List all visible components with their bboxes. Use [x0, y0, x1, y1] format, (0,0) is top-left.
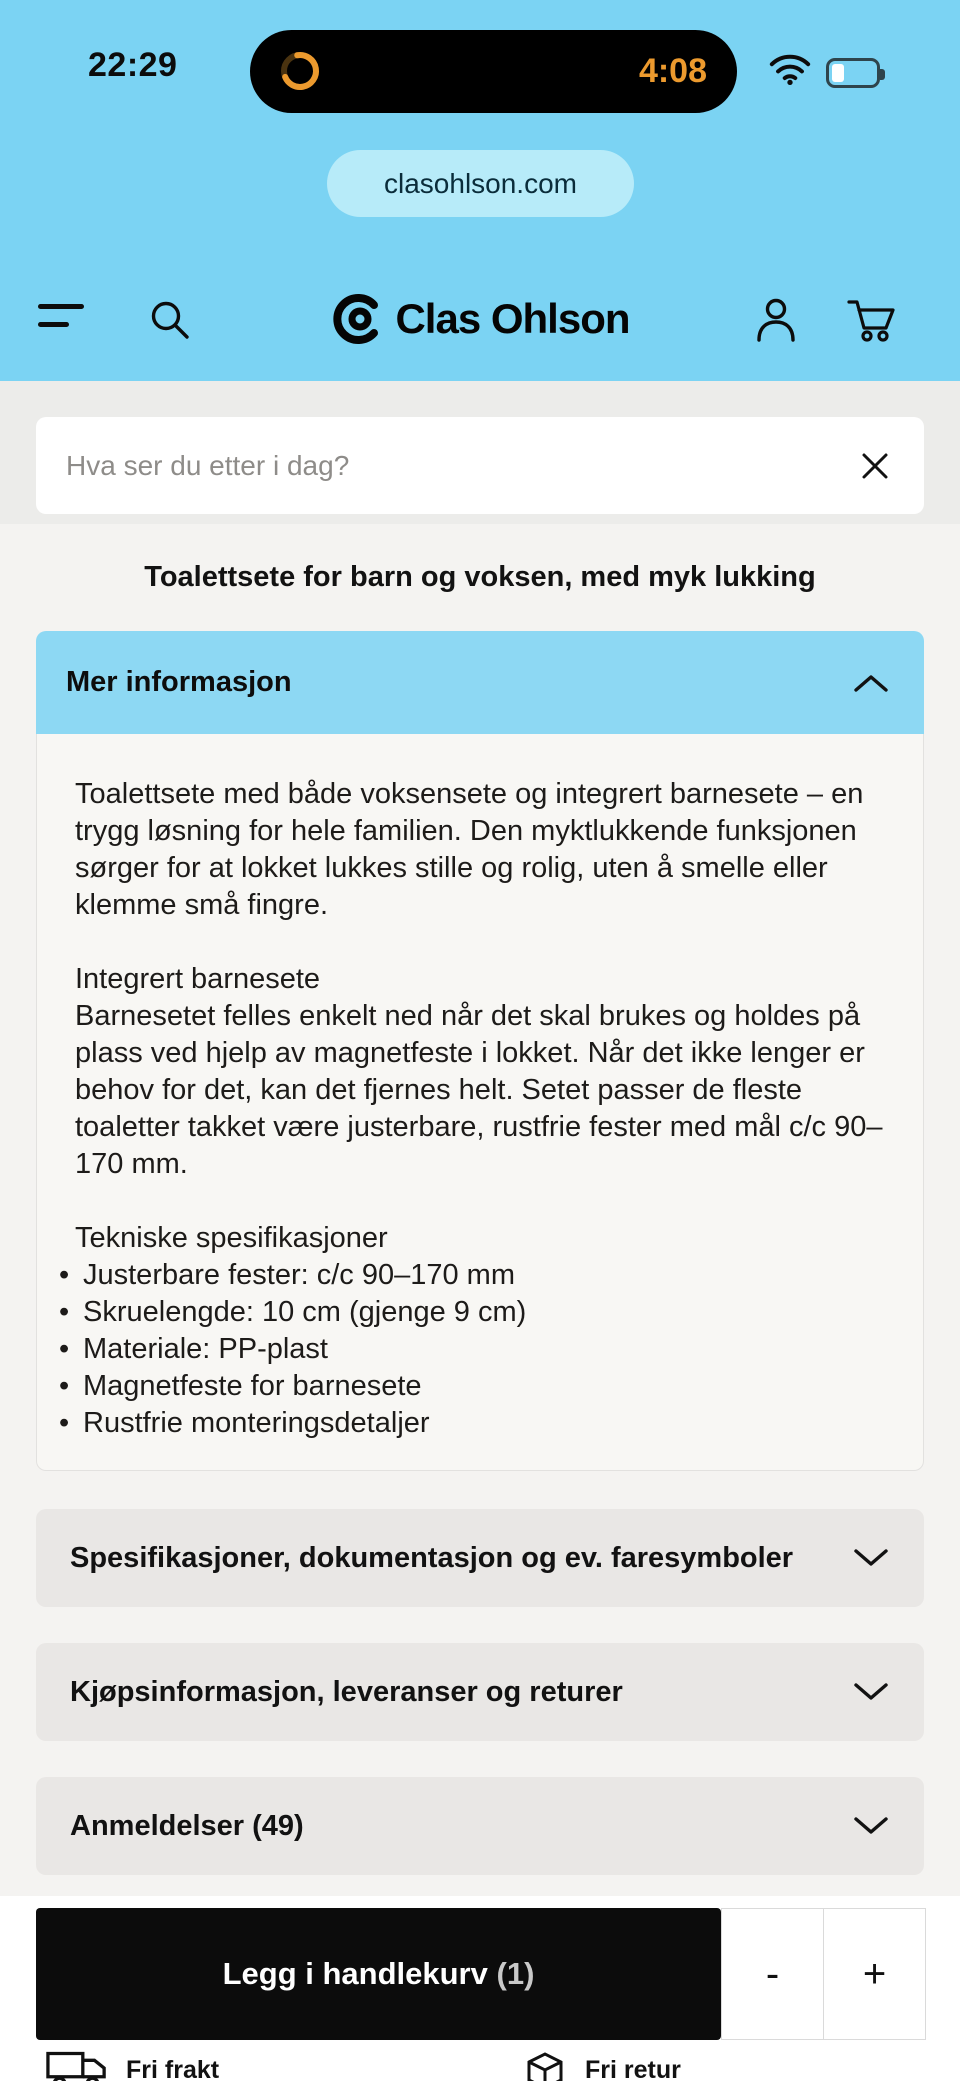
spec-item: • Justerbare fester: c/c 90–170 mm — [59, 1257, 887, 1294]
usp-free-returns — [523, 2048, 681, 2081]
product-description: Toalettsete med både voksensete og integrert barnesete – en trygg løsning for hele familien. Den myktlukkende funksjonen sørger for at lokket lukkes stille og rolig, uten å smelle eller klemme små fingre. — [75, 778, 864, 921]
app-header — [0, 0, 960, 381]
search-band — [0, 381, 960, 524]
battery-icon — [826, 58, 880, 88]
accordion-more-info-body — [36, 734, 924, 1471]
spec-item: • Materiale: PP-plast — [59, 1331, 887, 1368]
product-title-band — [0, 524, 960, 631]
accordion-label: Anmeldelser (49) — [70, 1809, 304, 1842]
package-return-icon — [523, 2048, 567, 2081]
accordion-purchase-info[interactable] — [36, 1643, 924, 1741]
increase-quantity-button[interactable]: + — [823, 1909, 925, 2039]
product-description: Barnesetet felles enkelt ned når det skal brukes og holdes på plass ved hjelp av magnetfeste i lokket. Når det ikke lenger er behov for det, kan det fjernes helt. Setet passer de fleste toaletter takket være justerbare, rustfrie fester med mål c/c 90–170 mm. — [75, 1000, 883, 1180]
dynamic-island[interactable] — [250, 30, 737, 113]
search-placeholder: Hva ser du etter i dag? — [66, 449, 350, 481]
timer-countdown: 4:08 — [638, 52, 707, 90]
usp-label: Fri retur — [585, 2055, 681, 2081]
add-to-cart-label: Legg i handlekurv — [222, 1956, 488, 1991]
add-to-cart-button[interactable] — [36, 1908, 721, 2040]
usp-label: Fri frakt — [126, 2055, 220, 2081]
page-title: Toalettsete for barn og voksen, med myk lukking — [144, 561, 816, 593]
accordion-reviews[interactable] — [36, 1777, 924, 1875]
chevron-up-icon — [852, 672, 890, 694]
brand-name: Clas Ohlson — [395, 295, 630, 342]
battery-level — [832, 64, 844, 82]
browser-url-pill[interactable] — [327, 150, 634, 217]
cart-quantity-badge: (1) — [496, 1956, 535, 1991]
accordion-label: Mer informasjon — [66, 666, 292, 698]
cart-icon[interactable] — [845, 296, 899, 344]
accordion-label: Spesifikasjoner, dokumentasjon og ev. faresymboler — [70, 1541, 794, 1574]
spec-item: • Magnetfeste for barnesete — [59, 1368, 887, 1405]
usp-free-shipping — [46, 2048, 219, 2081]
spec-item: • Rustfrie monteringsdetaljer — [59, 1405, 887, 1442]
quantity-stepper — [721, 1908, 926, 2040]
site-navbar — [0, 288, 960, 364]
description-subheading: Integrert barnesete — [75, 963, 321, 995]
battery-nub — [880, 69, 885, 80]
decrease-quantity-button[interactable]: - — [722, 1909, 823, 2039]
chevron-down-icon — [852, 1547, 890, 1569]
search-input[interactable] — [36, 417, 924, 514]
truck-icon — [46, 2048, 108, 2081]
timer-ring-icon — [276, 47, 324, 95]
spec-item: • Skruelengde: 10 cm (gjenge 9 cm) — [59, 1294, 887, 1331]
clas-ohlson-logo-mark — [330, 292, 384, 346]
status-time: 22:29 — [88, 46, 178, 84]
chevron-down-icon — [852, 1681, 890, 1703]
account-icon[interactable] — [752, 294, 800, 344]
brand-logo[interactable] — [0, 292, 960, 346]
close-icon[interactable] — [858, 449, 892, 483]
accordion-specifications[interactable] — [36, 1509, 924, 1607]
url-text: clasohlson.com — [384, 167, 577, 199]
accordion-more-info-header[interactable] — [36, 631, 924, 734]
cart-action-bar — [0, 1896, 960, 2081]
chevron-down-icon — [852, 1815, 890, 1837]
wifi-icon — [769, 52, 811, 86]
accordion-label: Kjøpsinformasjon, leveranser og returer — [70, 1675, 623, 1708]
spec-list — [59, 1257, 887, 1442]
description-subheading: Tekniske spesifikasjoner — [75, 1222, 388, 1254]
